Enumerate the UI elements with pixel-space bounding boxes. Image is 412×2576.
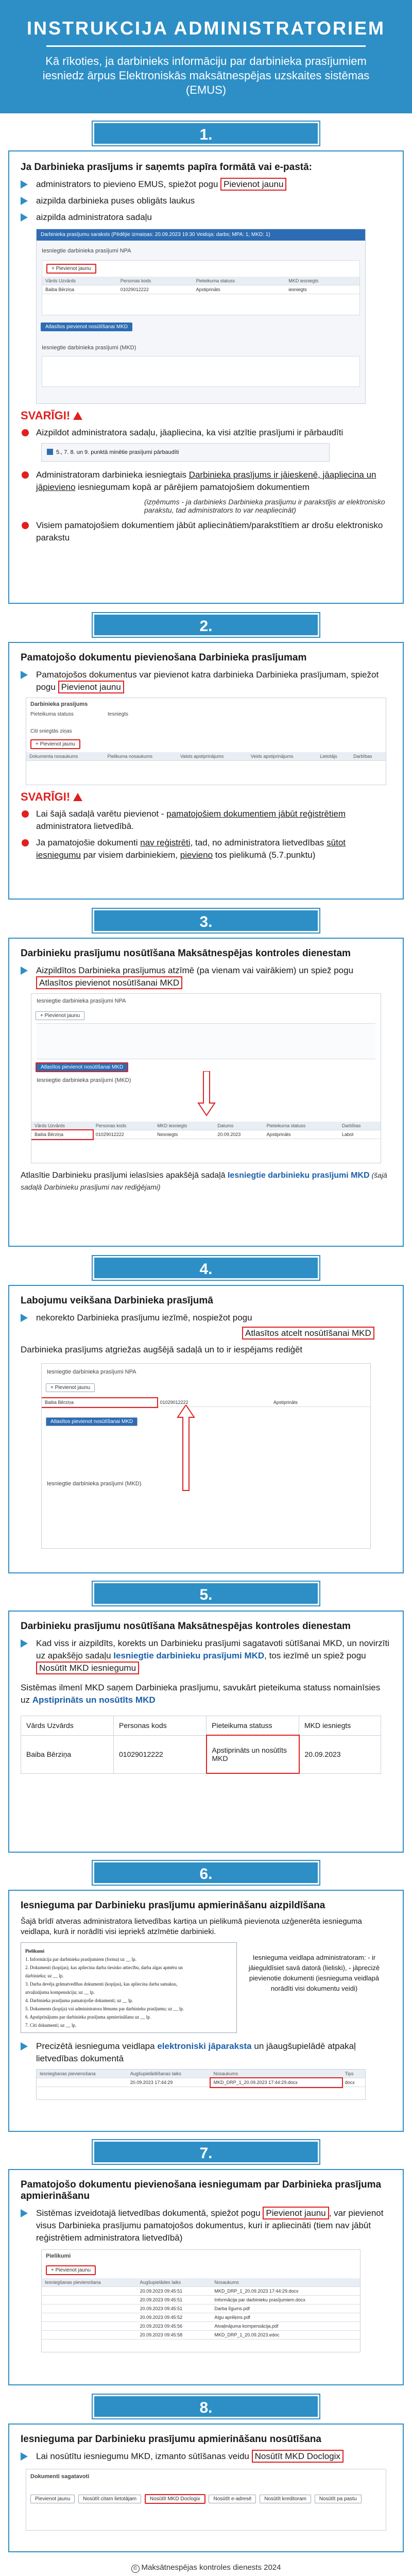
- mkd-table: Vārds Uzvārds Personas kods MKD iesniegts Datums Pieteikuma statuss Darbības Baiba Bērziņa 01029012222 Nesniegts 20.09.2023 Apstiprināts Labot: [31, 1122, 381, 1139]
- add-new-button[interactable]: + Pievienot jaunu: [30, 739, 80, 749]
- step-7-badge: 7.: [93, 2140, 319, 2164]
- step-4-title: Labojumu veikšana Darbinieka prasījumā: [21, 1295, 213, 1306]
- step-6-card: [8, 1890, 404, 2132]
- step-5-title: Darbinieku prasījumu nosūtīšana Maksātnespējas kontroles dienestam: [21, 1621, 351, 1632]
- send-mkd-button-ref: Nosūtīt MKD iesniegumu: [36, 1662, 139, 1674]
- step-1-card: [8, 150, 404, 604]
- add-new-button-ref: Pievienot jaunu: [220, 178, 286, 191]
- status-cell: Apstiprināts un nosūtīts MKD: [207, 1735, 299, 1773]
- step-4-card: [8, 1285, 404, 1573]
- screenshot-panel: [42, 260, 360, 315]
- step-4-screenshot: Iesniegtie darbinieka prasījumi NPA + Pievienot jaunu Baiba Bērziņa 01029012222 Apstiprināts Atlasītos pievienot nosūtīšanai MKD Iesniegtie darbinieka prasījumi (MKD): [41, 1363, 371, 1549]
- arrow-icon: [21, 213, 28, 222]
- step-7-card: [8, 2169, 404, 2385]
- step-8-title: Iesnieguma par Darbinieku prasījumu apmierināšanu nosūtīšana: [21, 2434, 321, 2445]
- important-3: Visiem pamatojošiem dokumentiem jābūt apliecinātiem/parakstītiem ar drošu elektronisko parakstu: [21, 519, 391, 544]
- important-heading: SVARĪGI!: [21, 409, 391, 422]
- table-row[interactable]: 20.09.2023 09:45:51 Darba līgums.pdf: [42, 2304, 360, 2313]
- step-5-result: Sistēmas ilmenī MKD saņem Darbinieka prasījumu, savukārt pieteikuma statuss nomainīsies uz Apstiprināts un nosūtīts MKD: [21, 1683, 381, 1705]
- step-2-card: [8, 642, 404, 900]
- important-2: Administratoram darbinieka iesniegtais Darbinieka prasījums ir jāieskenē, jāapliecina un jāpievieno iesniegumam kopā ar pārējiem pamatojošiem dokumentiem: [21, 469, 391, 494]
- step-5-card: [8, 1611, 404, 1853]
- step-1-title: Ja Darbinieka prasījums ir saņemts papīra formātā vai e-pastā:: [21, 162, 313, 173]
- screenshot-subtitle: Iesniegtie darbinieka prasījumi NPA: [42, 248, 131, 254]
- copyright-icon: ©: [131, 2565, 140, 2573]
- step-6-badge: 6.: [93, 1861, 319, 1885]
- screenshot-panel-2: [42, 356, 360, 387]
- up-arrow-icon: [176, 1405, 196, 1493]
- step-2-badge: 2.: [93, 613, 319, 637]
- step-2-screenshot: Darbinieka prasījums Pieteikuma statuss Iesniegts Citi sniegtās ziņas + Pievienot jaunu Dokumenta nosaukums Pielikuma nosaukums Valsts apstiprinājums Veids apstiprinājums Lietotājs Darbības: [26, 698, 386, 785]
- step-1-bullet-3: aizpilda administratora sadaļu: [21, 211, 391, 224]
- step-1-bullet-2: aizpilda darbinieka puses obligāts laukus: [21, 195, 391, 207]
- add-new-button[interactable]: + Pievienot jaunu: [46, 2265, 96, 2275]
- tab-send-creditor[interactable]: Nosūtīt kreditoram: [260, 2495, 311, 2503]
- red-dot-icon: [22, 810, 29, 818]
- add-new-button-ref: Pievienot jaunu: [58, 681, 124, 693]
- step-3-badge: 3.: [93, 909, 319, 933]
- table-row[interactable]: 20.09.2023 09:45:58 MKD_DRP_1_20.09.2023.edoc: [42, 2331, 360, 2340]
- attachments-table: Iesniegšanas pievienošana Augšupielādes laiks Nosaukums 20.09.2023 09:45:51 MKD_DRP_1_20.09.2023 17:44:29.docx 20.09.2023 09:45:51 Informācija par darbinieku prasījumiem.docx 20.09.2023 09:45:51 Darba līgums.pdf 20.09.2023 09:45:52 Algu aprēķins.pdf 20.09.2023 09:45:56 Atvaļinājuma kompensācija.pdf 20.09.2023 09:45:58 MKD_DRP_1_20.09.2023.edoc: [42, 2278, 360, 2340]
- important-1: Lai šajā sadaļā varētu pievienot - pamatojošiem dokumentiem jābūt reģistrētiem administratora lietvedībā.: [21, 808, 391, 833]
- step-6-intro: Šajā brīdī atveras administratora lietvedības kartiņa un pielikumā pievienota uzģenerēta iesnieguma veidlapa, kurā ir norādīti visi iepriekš atzīmētie darbinieki.: [21, 1917, 362, 1936]
- important-2-note: (izņēmums - ja darbinieks Darbinieka prasījumu ir parakstījis ar elektronisko parakstu, tad administrators to var neapliecināt): [144, 498, 385, 514]
- npa-table: [42, 1398, 370, 1407]
- add-to-mkd-button[interactable]: Atlasītos pievienot nosūtīšanai MKD: [41, 323, 132, 331]
- red-dot-icon: [22, 839, 29, 846]
- arrow-icon: [21, 2042, 28, 2050]
- red-dot-icon: [22, 471, 29, 479]
- tab-send-eaddress[interactable]: Nosūtīt e-adresē: [209, 2495, 256, 2503]
- step-2-bullet-1: Pamatojošos dokumentus var pievienot katra darbinieka Darbinieka prasījumam, spiežot pogu Pievienot jaunu: [21, 669, 391, 693]
- step-8-card: [8, 2424, 404, 2552]
- cancel-mkd-button-ref: Atlasītos atcelt nosūtīšanai MKD: [242, 1327, 374, 1340]
- screenshot-header: Darbinieka prasījumu saraksts (Pēdējie izmaiņas: 20.09.2023 19:30 Veidoja: darbs; MPA: 1; MKD: 1): [37, 229, 365, 241]
- step-7-title: Pamatojošo dokumentu pievienošana iesniegumam par Darbinieka prasījuma apmierināšanu: [21, 2179, 382, 2201]
- step-5-bullet-1: Kad viss ir aizpildīts, korekts un Darbinieku prasījumi sagatavoti sūtīšanai MKD, un novirzīti uz apakšējo sadaļu Iesniegtie darbinieku prasījumi MKD, tos iezīmē un spiež pogu Nosūtīt MKD iesniegumu: [21, 1637, 391, 1674]
- send-doclogix-button-ref: Nosūtīt MKD Doclogix: [252, 2450, 344, 2463]
- arrow-icon: [21, 2452, 28, 2461]
- tab-add-new[interactable]: Pievienot jaunu: [30, 2495, 75, 2503]
- arrow-icon: [21, 180, 28, 189]
- step-2-title: Pamatojošo dokumentu pievienošana Darbinieka prasījumam: [21, 652, 307, 663]
- step-4-bullet-1: nekorekto Darbinieka prasījumu iezīmē, nospiežot pogu: [21, 1312, 391, 1324]
- arrow-icon: [21, 2209, 28, 2217]
- add-to-mkd-button-ref: Atlasītos pievienot nosūtīšanai MKD: [36, 976, 182, 989]
- status-table: Vārds Uzvārds Personas kods Pieteikuma statuss MKD iesniegts Baiba Bērziņa 01029012222 Apstiprināts un nosūtīts MKD 20.09.2023: [21, 1716, 381, 1774]
- step-6-side-note: Iesnieguma veidlapa administratoram: - ir jāieguldīsiet savā datorā (lieliski), - jāprecizē pievienotie dokumenti (iesnieguma veidlapā norādīti visi dokumentu veidi): [248, 1954, 380, 1992]
- step-1-bullet-1: administrators to pievieno EMUS, spiežot pogu Pievienot jaunu: [21, 178, 391, 191]
- table-row[interactable]: Baiba Bērziņa 01029012222 Apstiprināts un nosūtīts MKD 20.09.2023: [21, 1735, 381, 1773]
- table-row[interactable]: 20.09.2023 09:45:51 Informācija par darbinieku prasījumiem.docx: [42, 2296, 360, 2304]
- checkbox-example: 5., 7. 8. un 9. punktā minētie prasījumi pārbaudīti: [41, 443, 330, 462]
- step-7-bullet-1: Sistēmas izveidotajā lietvedības dokumentā, spiežot pogu Pievienot jaunu , var pievienot visus Darbinieka prasījumu pamatojošos dokumentus, kuri ir apliecināti (tiem nav jābūt reģistrētiem administratora lietvedībā): [21, 2207, 391, 2244]
- tab-send-doclogix[interactable]: Nosūtīt MKD Doclogix: [145, 2494, 205, 2504]
- add-new-button[interactable]: + Pievienot jaunu: [36, 1011, 84, 1020]
- send-toolbar: [26, 2484, 386, 2505]
- generated-document: Pielikumi 1. Informācija par darbinieku prasījumiem (forma) uz __ lp. 2. Dokumenti (kopijas), kas apliecina darba tiesisko attiecību, darba algas apmēru un darbinieku; uz __ lp. 3. Darba devēja grāmatvedības dokumenti (kopijas), kas apliecina darba samaksu, atvaļinājuma kompensāciju; uz __ lp. 4. Darbinieka prasījuma pamatojošie dokumenti; uz __ lp. 5. Dokuments (kopija) vai administratora lēmums par darbinieku prasījumu; uz __ lp. 6. Apstiprinājums par darbinieka prasījuma apmierināšanu uz __ lp. 7. Citi dokumenti; uz __ lp.: [21, 1942, 237, 2033]
- important-2: Ja pamatojošie dokumenti nav reģistrēti, tad, no administratora lietvedības sūtot iesniegumu par visiem darbiniekiem, pievieno tos pielikumā (5.7.punktu): [21, 837, 391, 861]
- documents-table: Dokumenta nosaukums Pielikuma nosaukums Valsts apstiprinājums Veids apstiprinājums Lietotājs Darbības: [26, 752, 386, 761]
- step-7-screenshot: Pielikumi + Pievienot jaunu Iesniegšanas pievienošana Augšupielādes laiks Nosaukums 20.09.2023 09:45:51 MKD_DRP_1_20.09.2023 17:44:29.docx 20.09.2023 09:45:51 Informācija par darbinieku prasījumiem.docx 20.09.2023 09:45:51 Darba līgums.pdf 20.09.2023 09:45:52 Algu aprēķins.pdf 20.09.2023 09:45:56 Atvaļinājuma kompensācija.pdf 20.09.2023 09:45:58 MKD_DRP_1_20.09.2023.edoc: [41, 2249, 360, 2352]
- arrow-icon: [21, 1314, 28, 1322]
- step-4-badge: 4.: [93, 1256, 319, 1280]
- step-1-screenshot: [36, 229, 366, 404]
- page-footer: © Maksātnespējas kontroles dienests 2024: [0, 2560, 412, 2576]
- step-3-screenshot: Iesniegtie darbinieka prasījumi NPA + Pievienot jaunu Atlasītos pievienot nosūtīšanai MKD Iesniegtie darbinieka prasījumi (MKD) Vārds Uzvārds Personas kods MKD iesniegts Datums Pieteikuma statuss Darbības Baiba Bērziņa 01029012222 Nesniegts 20.09.2023 Apstiprināts Labot: [31, 993, 381, 1163]
- important-heading: SVARĪGI!: [21, 790, 391, 804]
- table-row[interactable]: Baiba Bērziņa 01029012222 Apstiprināts iesniegts: [42, 285, 359, 294]
- step-4-result: Darbinieka prasījums atgriežas augšējā sadaļā un to ir iespējams rediģēt: [21, 1345, 303, 1354]
- arrow-icon: [21, 1639, 28, 1648]
- red-dot-icon: [22, 429, 29, 436]
- step-3-card: [8, 938, 404, 1247]
- table-row[interactable]: 20.09.2023 17:44:29 MKD_DRP_1_20.09.2023 17:44:29.docx docx: [37, 2078, 365, 2087]
- step-3-bullet-1: Aizpildītos Darbinieka prasījumus atzīmē (pa vienam vai vairākiem) un spiež pogu Atlasītos pievienot nosūtīšanai MKD: [21, 964, 391, 989]
- step-6-bullet-1: Precizētā iesnieguma veidlapa elektroniski jāparaksta un jāaugšupielādē atpakaļ lietvedības dokumentā: [21, 2040, 391, 2065]
- step-6-screenshot: Iesniegšanas pievienošana Augšupielādēšanas laiks Nosaukums Tips 20.09.2023 17:44:29 MKD_DRP_1_20.09.2023 17:44:29.docx docx: [36, 2069, 366, 2100]
- table-row[interactable]: 20.09.2023 09:45:51 MKD_DRP_1_20.09.2023 17:44:29.docx: [42, 2287, 360, 2296]
- add-new-button[interactable]: + Pievienot jaunu: [46, 264, 96, 274]
- screenshot-subtitle-2: Iesniegtie darbinieka prasījumi (MKD): [42, 345, 136, 351]
- table-row[interactable]: 20.09.2023 09:45:52 Algu aprēķins.pdf: [42, 2313, 360, 2322]
- add-new-button-ref: Pievienot jaunu: [263, 2207, 329, 2219]
- tab-send-user[interactable]: Nosūtīt citam lietotājam: [78, 2495, 141, 2503]
- tab-send-post[interactable]: Nosūtīt pa pastu: [315, 2495, 362, 2503]
- step-8-screenshot: Dokumenti sagatavoti Pievienot jaunu Nosūtīt citam lietotājam Nosūtīt MKD Doclogix Nosūtīt e-adresē Nosūtīt kreditoram Nosūtīt pa pastu: [26, 2469, 386, 2531]
- warning-icon: [73, 793, 82, 801]
- arrow-icon: [21, 671, 28, 679]
- red-dot-icon: [22, 522, 29, 529]
- add-to-mkd-button[interactable]: Atlasītos pievienot nosūtīšanai MKD: [36, 1062, 128, 1072]
- table-row[interactable]: Baiba Bērziņa 01029012222 Nesniegts 20.09.2023 Apstiprināts Labot: [31, 1130, 381, 1139]
- table-row[interactable]: Baiba Bērziņa 01029012222 Apstiprināts: [42, 1398, 370, 1407]
- step-3-title: Darbinieku prasījumu nosūtīšana Maksātnespējas kontroles dienestam: [21, 948, 351, 959]
- npa-table: [37, 1023, 375, 1059]
- screenshot-table: Vārds Uzvārds Personas kods Pieteikuma statuss MKD iesniegts Baiba Bērziņa 01029012222 Apstiprināts iesniegts: [42, 277, 359, 294]
- add-to-mkd-button[interactable]: Atlasītos pievienot nosūtīšanai MKD: [46, 1417, 138, 1426]
- arrow-icon: [21, 197, 28, 205]
- arrow-icon: [21, 967, 28, 975]
- page-subtitle: Kā rīkoties, ja darbinieks informāciju par darbinieka prasījumiem iesniedz ārpus Elektroniskās maksātnespējas uzskaites sistēmas (EMUS): [42, 55, 370, 96]
- page-header: [0, 0, 412, 113]
- checkbox-icon[interactable]: [47, 449, 53, 455]
- title-divider: [46, 45, 366, 47]
- step-8-badge: 8.: [93, 2395, 319, 2418]
- step-5-badge: 5.: [93, 1582, 319, 1605]
- page-title: INSTRUKCIJA ADMINISTRATORIEM: [27, 18, 385, 39]
- step-6-title: Iesnieguma par Darbinieku prasījumu apmierināšanu aizpildīšana: [21, 1900, 325, 1911]
- important-1: Aizpildot administratora sadaļu, jāapliecina, ka visi atzītie prasījumi ir pārbaudīti: [21, 427, 391, 439]
- table-row[interactable]: 20.09.2023 09:45:56 Atvaļinājuma kompensācija.pdf: [42, 2322, 360, 2331]
- down-arrow-icon: [196, 1071, 217, 1117]
- step-8-bullet-1: Lai nosūtītu iesniegumu MKD, izmanto sūtīšanas veidu Nosūtīt MKD Doclogix: [21, 2450, 391, 2463]
- step-3-result: Atlasītie Darbinieku prasījumi ielasīsies apakšējā sadaļā Iesniegtie darbinieku prasījumi MKD (šajā sadaļā Darbinieku prasījumi nav rediģējami): [21, 1171, 387, 1191]
- step-1-badge: 1.: [93, 122, 319, 145]
- warning-icon: [73, 412, 82, 420]
- add-new-button[interactable]: + Pievienot jaunu: [46, 1383, 95, 1392]
